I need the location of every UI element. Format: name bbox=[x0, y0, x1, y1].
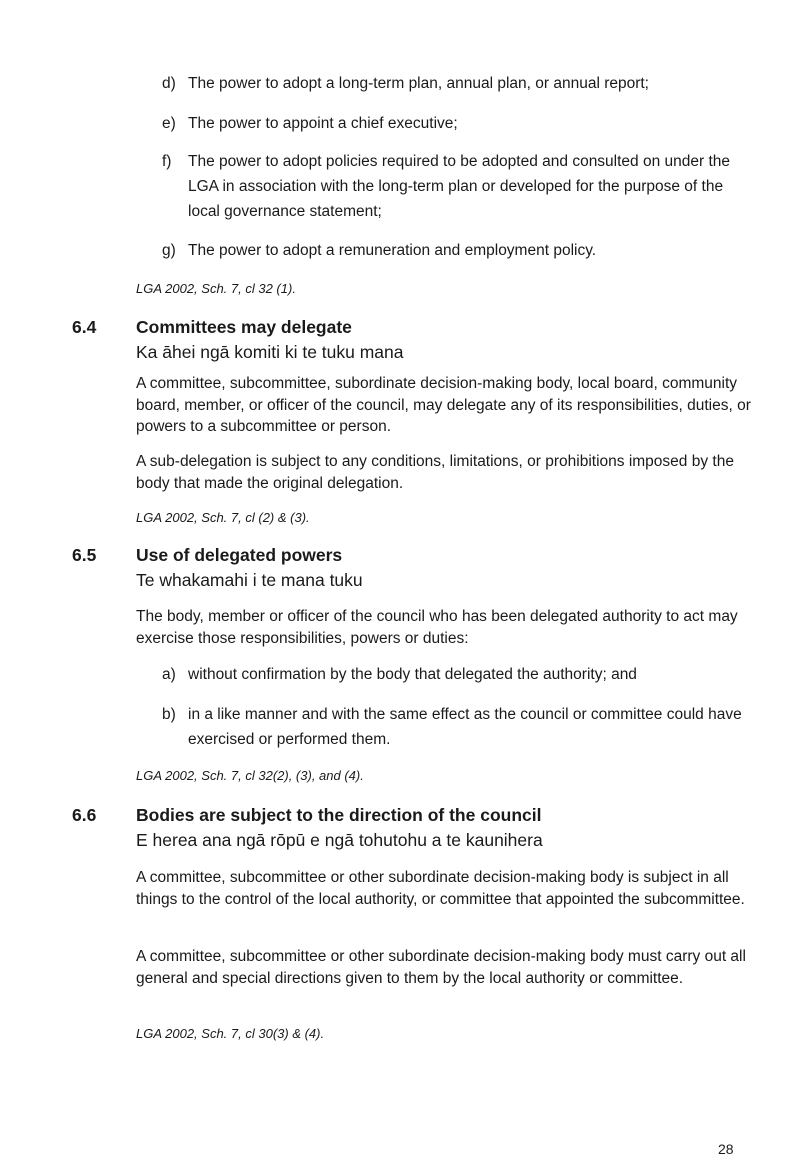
section-number: 6.5 bbox=[72, 545, 97, 565]
list-item bbox=[162, 238, 752, 263]
section-title: Use of delegated powers bbox=[136, 545, 343, 565]
list-item-text: in a like manner and with the same effect as the council or committee could have exercised or performed them. bbox=[188, 706, 742, 748]
list-item bbox=[162, 702, 752, 752]
list-marker: f) bbox=[162, 153, 172, 170]
paragraph: The body, member or officer of the council who has been delegated authority to act may exercise those responsibilities, powers or duties: bbox=[136, 608, 738, 647]
paragraph: A committee, subcommittee or other subordinate decision-making body is subject in all things to the control of the local authority, or committee that appointed the subcommittee. bbox=[136, 869, 745, 908]
list-item bbox=[162, 111, 752, 136]
list-item bbox=[162, 71, 752, 96]
list-marker: a) bbox=[162, 666, 176, 683]
list-item bbox=[162, 149, 752, 224]
list-item-text: The power to adopt policies required to be adopted and consulted on under the LGA in association with the long-term plan or developed for the purpose of the local governance statement; bbox=[188, 153, 731, 220]
list-marker: b) bbox=[162, 706, 176, 723]
list-item-text: The power to adopt a remuneration and employment policy. bbox=[188, 242, 597, 259]
section-subtitle: Ka āhei ngā komiti ki te tuku mana bbox=[136, 342, 404, 362]
list-item-text: The power to appoint a chief executive; bbox=[188, 115, 458, 132]
list-marker: d) bbox=[162, 75, 176, 92]
list-item-text: The power to adopt a long-term plan, annual plan, or annual report; bbox=[188, 75, 649, 92]
legal-reference: LGA 2002, Sch. 7, cl 32 (1). bbox=[136, 281, 296, 296]
list-marker: e) bbox=[162, 115, 176, 132]
section-subtitle: E herea ana ngā rōpū e ngā tohutohu a te kaunihera bbox=[136, 830, 543, 850]
section-number: 6.6 bbox=[72, 805, 97, 825]
section-title: Bodies are subject to the direction of the council bbox=[136, 805, 542, 825]
list-marker: g) bbox=[162, 242, 176, 259]
paragraph: A sub-delegation is subject to any conditions, limitations, or prohibitions imposed by the body that made the original delegation. bbox=[136, 453, 734, 492]
paragraph: A committee, subcommittee or other subordinate decision-making body must carry out all general and special directions given to them by the local authority or committee. bbox=[136, 948, 746, 987]
paragraph: A committee, subcommittee, subordinate decision-making body, local board, community board, member, or officer of the council, may delegate any of its responsibilities, duties, or powers to a subcommittee or person. bbox=[136, 375, 751, 435]
list-item bbox=[162, 662, 752, 687]
page-number: 28 bbox=[718, 1141, 734, 1157]
section-title: Committees may delegate bbox=[136, 317, 352, 337]
section-number: 6.4 bbox=[72, 317, 97, 337]
section-subtitle: Te whakamahi i te mana tuku bbox=[136, 570, 363, 590]
legal-reference: LGA 2002, Sch. 7, cl 30(3) & (4). bbox=[136, 1026, 325, 1041]
list-item-text: without confirmation by the body that delegated the authority; and bbox=[188, 666, 637, 683]
legal-reference: LGA 2002, Sch. 7, cl (2) & (3). bbox=[136, 510, 310, 525]
legal-reference: LGA 2002, Sch. 7, cl 32(2), (3), and (4). bbox=[136, 768, 364, 783]
